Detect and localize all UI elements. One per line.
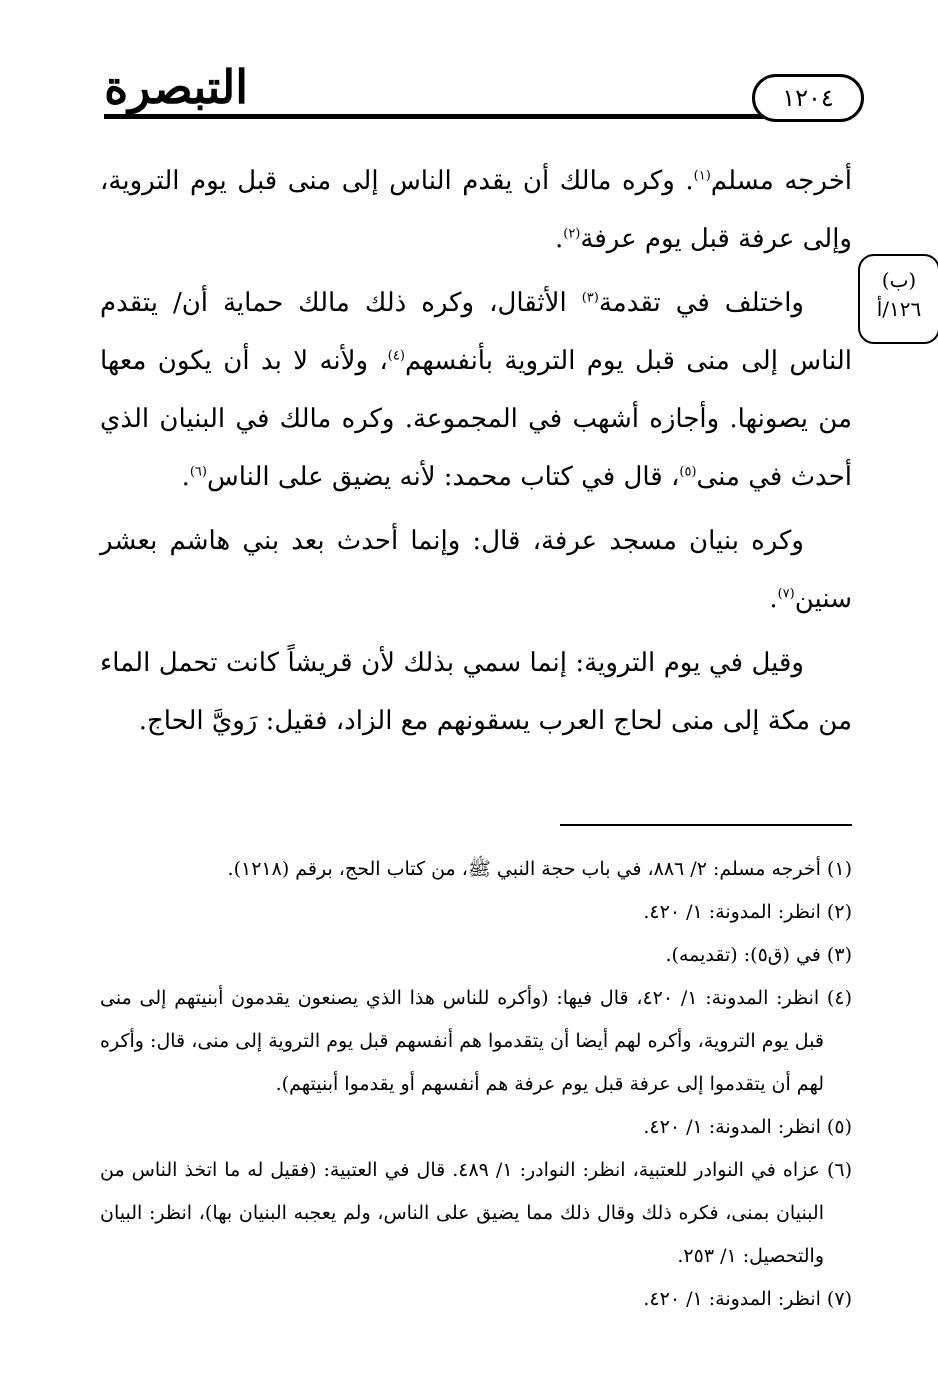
footnotes	[100, 848, 852, 1321]
main-text	[100, 152, 852, 756]
text-run: .	[181, 462, 190, 492]
text-run: .	[769, 584, 778, 614]
footnote-ref: (١)	[693, 168, 711, 184]
footnote-2: (٢) انظر: المدونة: ١/ ٤٢٠.	[643, 901, 852, 923]
text-run: ، قال في كتاب محمد: لأنه يضيق على الناس	[206, 462, 680, 492]
footnote-7: (٧) انظر: المدونة: ١/ ٤٢٠.	[643, 1288, 852, 1310]
folio-note-line2: ١٢٦/أ	[876, 297, 922, 321]
footnote-6: (٦) عزاه في النوادر للعتبية، انظر: النوادر: ١/ ٤٨٩. قال في العتبية: (فقيل له ما اتخذ الناس من البنيان بمنى، فكره ذلك وقال ذلك مما يضيق على الناس، ولم يعجبه البنيان بها)، انظر: البيان والتحصيل: ١/ ٢٥٣.	[100, 1159, 852, 1267]
text-run: ، ولأنه لا بد أن يكون معها من يصونها. وأجازه أشهب في المجموعة. وكره مالك في البنيان الذي أحدث في منى	[100, 346, 852, 492]
footnote-ref: (٥)	[679, 464, 697, 480]
paragraph-4	[100, 634, 852, 750]
text-run: .	[554, 224, 564, 254]
footnote-ref: (٧)	[777, 586, 795, 602]
paragraph-3	[100, 512, 852, 628]
footnote-5: (٥) انظر: المدونة: ١/ ٤٢٠.	[643, 1116, 852, 1138]
manuscript-folio-note	[858, 254, 938, 344]
footnote-ref: (٣)	[581, 290, 599, 306]
paragraph-2	[100, 274, 852, 506]
book-title: التبصرة	[104, 60, 248, 114]
footnote-ref: (٦)	[189, 464, 207, 480]
paragraph-1	[100, 152, 852, 268]
text-run: وكره بنيان مسجد عرفة، قال: وإنما أحدث بعد بني هاشم بعشر سنين	[100, 526, 852, 614]
footnote-ref: (٢)	[563, 226, 581, 242]
text-run: وقيل في يوم التروية: إنما سمي بذلك لأن قريشاً كانت تحمل الماء من مكة إلى منى لحاج العرب يسقونهم مع الزاد، فقيل: رَويَّ الحاج.	[100, 648, 852, 736]
footnote-3: (٣) في (ق٥): (تقديمه).	[665, 944, 852, 966]
footnote-1: (١) أخرجه مسلم: ٢/ ٨٨٦، في باب حجة النبي ﷺ، من كتاب الحج، برقم (١٢١٨).	[227, 858, 852, 880]
footnote-ref: (٤)	[387, 348, 405, 364]
text-run: واختلف في تقدمة	[598, 288, 804, 318]
text-run: الأثقال، وكره ذلك مالك حماية أن/ يتقدم الناس إلى منى قبل يوم التروية بأنفسهم	[100, 288, 852, 376]
header-rule	[104, 114, 850, 119]
text-run: . وكره مالك أن يقدم الناس إلى منى قبل يوم التروية، وإلى عرفة قبل يوم عرفة	[100, 166, 852, 254]
footnote-separator	[560, 824, 852, 826]
folio-note-line1: (ب)	[881, 268, 917, 292]
footnote-4: (٤) انظر: المدونة: ١/ ٤٢٠، قال فيها: (وأكره للناس هذا الذي يصنعون يقدمون أبنيتهم إلى منى قبل يوم التروية، وأكره لهم أيضا أن يتقدموا هم أنفسهم قبل يوم التروية إلى منى، قال: وأكره لهم أن يتقدموا إلى عرفة قبل يوم عرفة هم أنفسهم أو يقدموا أبنيتهم).	[100, 987, 852, 1095]
text-run: أخرجه مسلم	[710, 166, 852, 196]
page-number: ١٢٠٤	[752, 74, 864, 122]
